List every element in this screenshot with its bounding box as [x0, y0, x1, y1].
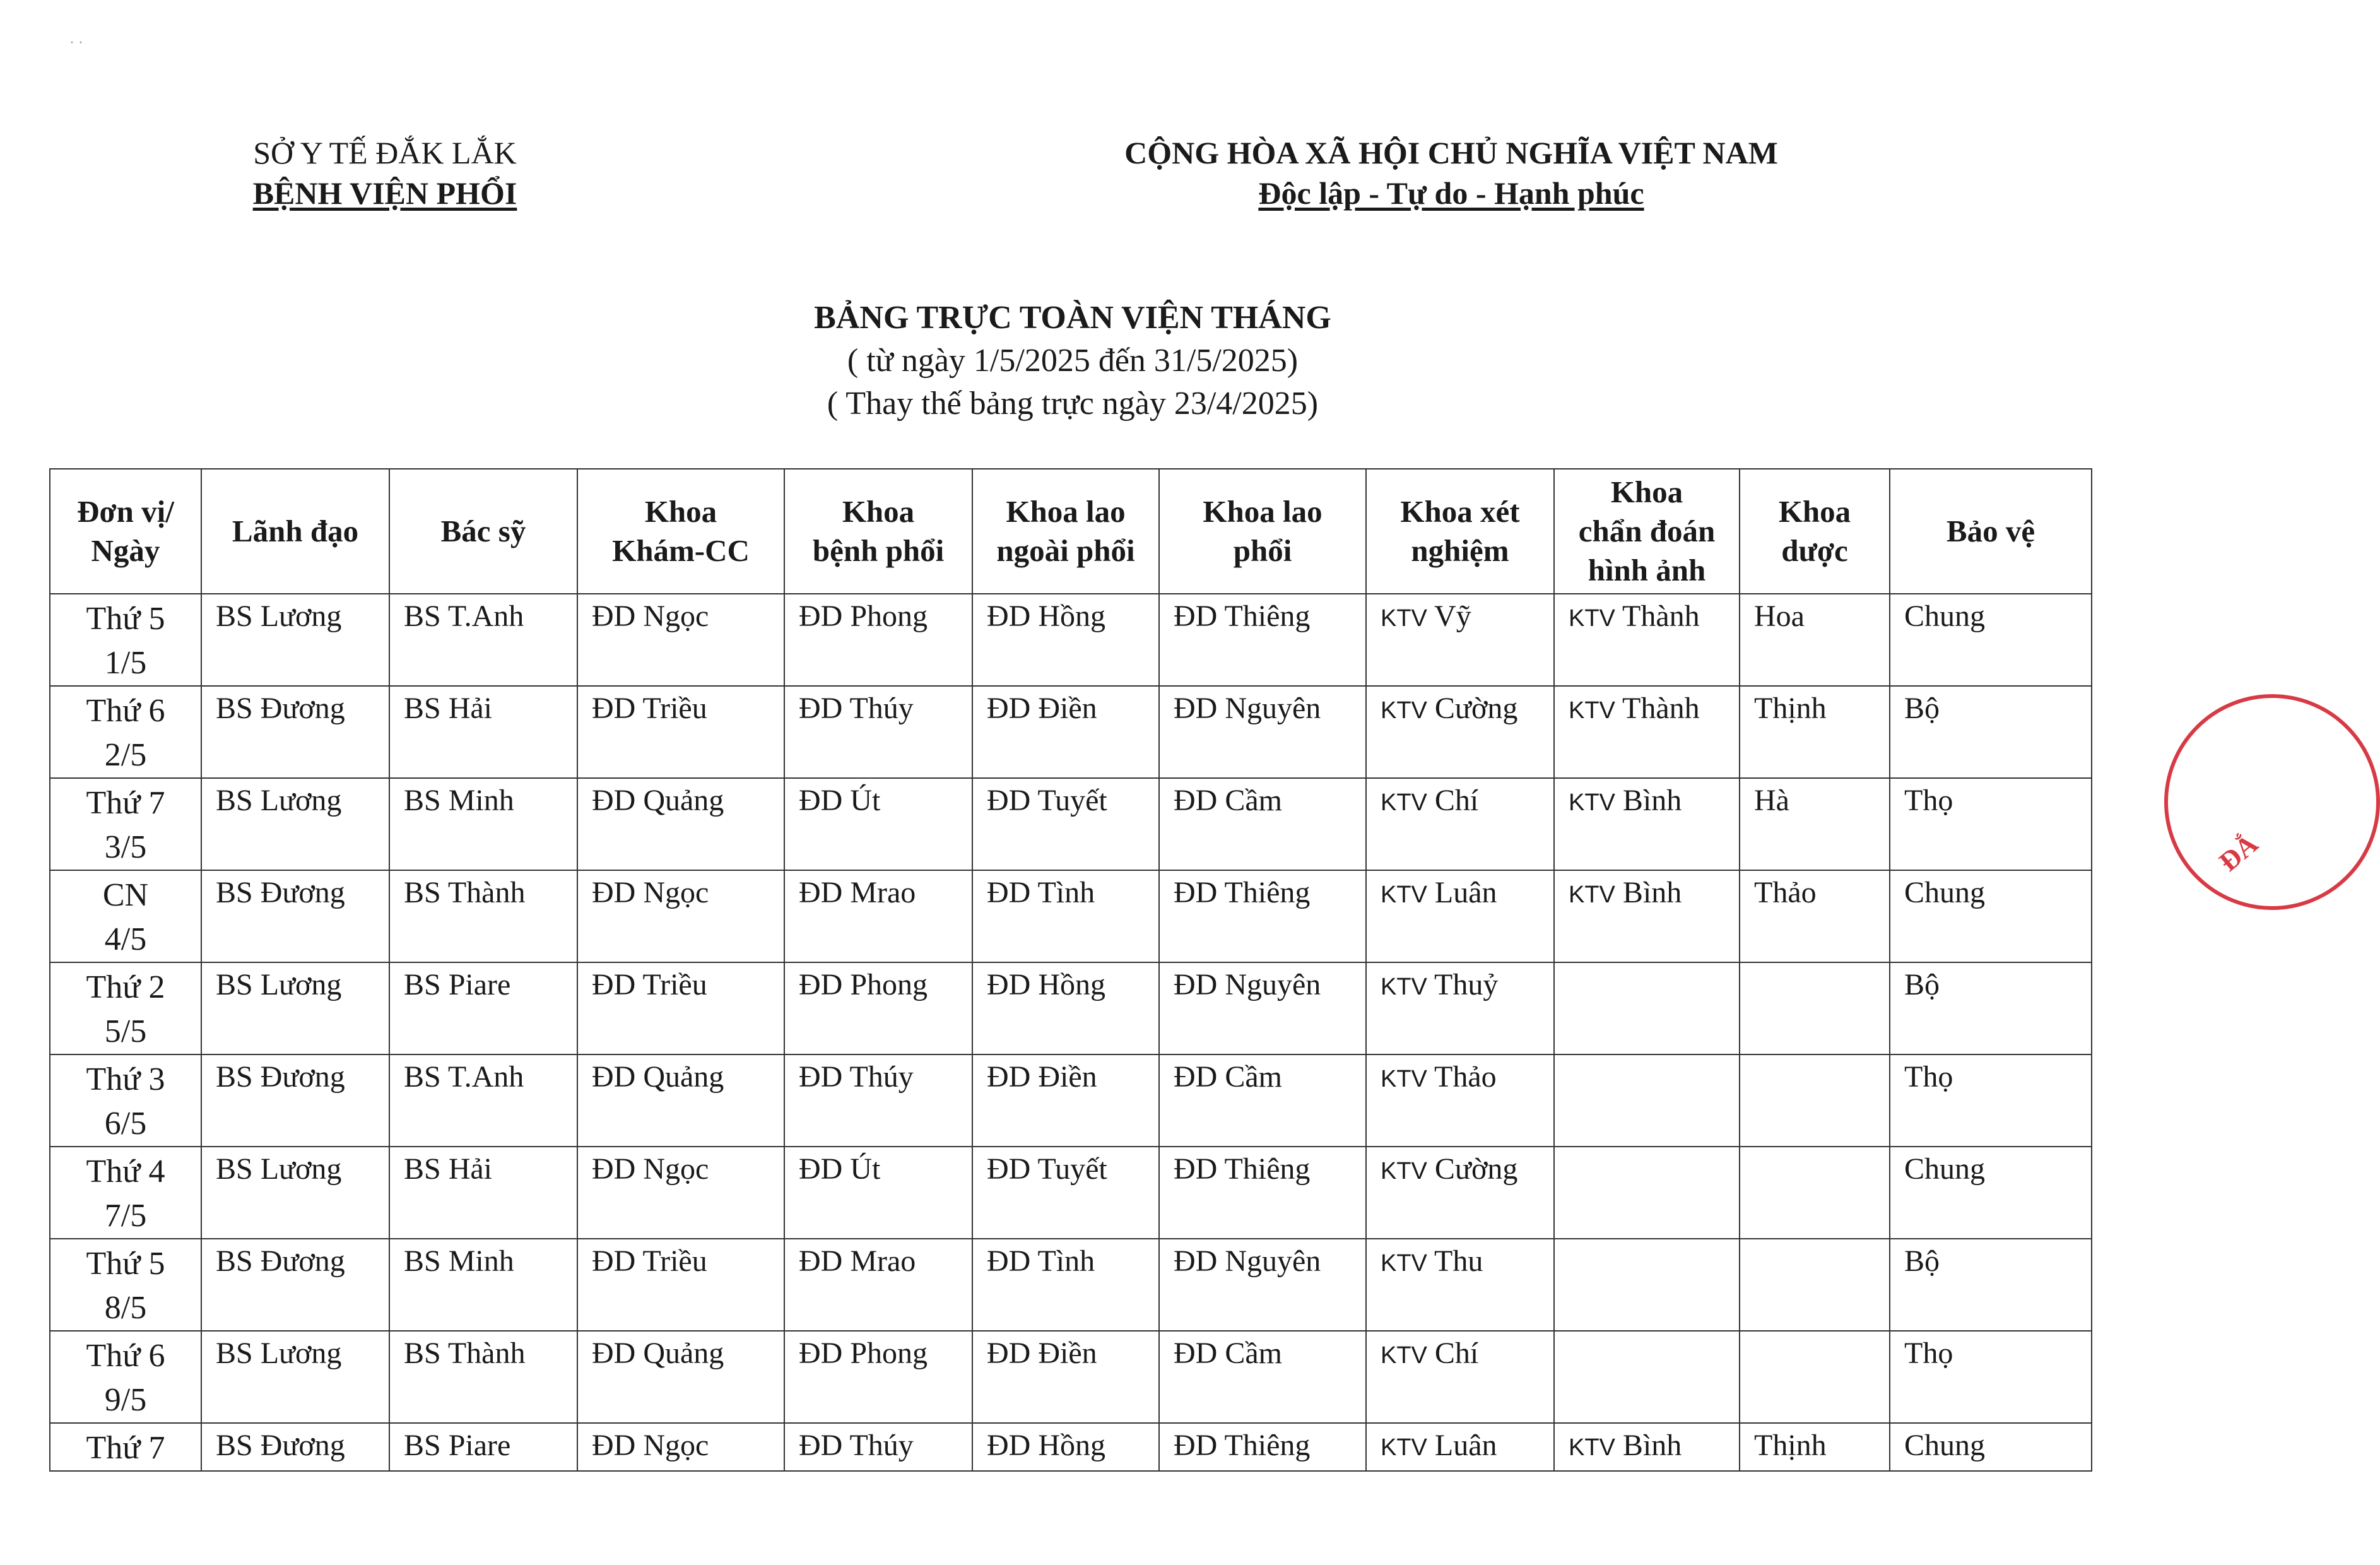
date-range: ( từ ngày 1/5/2025 đến 31/5/2025) [847, 343, 1299, 379]
duty-roster-table [49, 468, 2092, 1472]
table-cell: ĐD Triều [577, 686, 784, 778]
table-cell: Thọ [1890, 778, 2092, 870]
table-cell: ĐD Nguyên [1159, 686, 1366, 778]
header-doctor: Bác sỹ [389, 469, 577, 594]
table-cell: ĐD Thúy [784, 1054, 972, 1147]
table-cell: BS Lương [201, 778, 389, 870]
department-name: SỞ Y TẾ ĐẮK LẮK [253, 135, 517, 170]
table-cell [1554, 1054, 1740, 1147]
table-row [50, 870, 2092, 962]
table-cell: ĐD Tình [972, 870, 1159, 962]
document-title: BẢNG TRỰC TOÀN VIỆN THÁNG [814, 300, 1331, 336]
day-cell: Thứ 2 5/5 [50, 962, 201, 1054]
header-imaging: Khoa chẩn đoán hình ảnh [1554, 469, 1740, 594]
header-pharmacy: Khoa dược [1740, 469, 1890, 594]
table-cell: ĐD Điền [972, 1054, 1159, 1147]
header-pulmonary-tb: Khoa lao phổi [1159, 469, 1366, 594]
table-row [50, 1239, 2092, 1331]
table-cell: ĐD Cầm [1159, 1054, 1366, 1147]
table-cell: KTV Thành [1554, 594, 1740, 686]
table-cell [1554, 1239, 1740, 1331]
table-cell: Chung [1890, 594, 2092, 686]
table-cell: ĐD Út [784, 1147, 972, 1239]
table-cell: BS Lương [201, 1147, 389, 1239]
table-cell: KTV Thành [1554, 686, 1740, 778]
table-row [50, 686, 2092, 778]
table-cell: ĐD Phong [784, 1331, 972, 1423]
table-cell: ĐD Mrao [784, 870, 972, 962]
table-cell: ĐD Hồng [972, 1423, 1159, 1471]
table-cell: ĐD Phong [784, 594, 972, 686]
day-cell: Thứ 4 7/5 [50, 1147, 201, 1239]
table-cell: KTV Bình [1554, 870, 1740, 962]
day-cell: Thứ 7 3/5 [50, 778, 201, 870]
table-cell: Bộ [1890, 686, 2092, 778]
table-cell: Thịnh [1740, 1423, 1890, 1471]
table-row [50, 1147, 2092, 1239]
table-cell: ĐD Mrao [784, 1239, 972, 1331]
header-unit-day: Đơn vị/ Ngày [50, 469, 201, 594]
national-header [1085, 133, 1817, 213]
table-cell: KTV Luân [1366, 1423, 1554, 1471]
table-cell: KTV Bình [1554, 1423, 1740, 1471]
table-cell: KTV Thảo [1366, 1054, 1554, 1147]
table-cell: Chung [1890, 870, 2092, 962]
table-cell: ĐD Thiêng [1159, 1423, 1366, 1471]
table-cell: BS Thành [389, 1331, 577, 1423]
table-cell: Thảo [1740, 870, 1890, 962]
table-body [50, 594, 2092, 1471]
table-cell: ĐD Tuyết [972, 1147, 1159, 1239]
table-cell: Thọ [1890, 1331, 2092, 1423]
day-cell: Thứ 6 2/5 [50, 686, 201, 778]
day-cell: Thứ 5 8/5 [50, 1239, 201, 1331]
header-laboratory: Khoa xét nghiệm [1366, 469, 1554, 594]
table-cell: BS Lương [201, 1331, 389, 1423]
table-cell: BS Piare [389, 962, 577, 1054]
table-cell: BS Đương [201, 870, 389, 962]
table-cell: ĐD Điền [972, 1331, 1159, 1423]
replacement-note: ( Thay thế bảng trực ngày 23/4/2025) [827, 386, 1319, 422]
table-cell: BS Hải [389, 686, 577, 778]
table-cell: KTV Chí [1366, 778, 1554, 870]
table-cell: ĐD Quảng [577, 1054, 784, 1147]
table-cell: ĐD Quảng [577, 778, 784, 870]
table-cell: ĐD Điền [972, 686, 1159, 778]
table-cell: KTV Thu [1366, 1239, 1554, 1331]
country-name: CỘNG HÒA XÃ HỘI CHỦ NGHĨA VIỆT NAM [1124, 135, 1778, 170]
table-cell: BS Piare [389, 1423, 577, 1471]
table-cell: ĐD Hồng [972, 962, 1159, 1054]
table-cell [1740, 1239, 1890, 1331]
table-cell: ĐD Tuyết [972, 778, 1159, 870]
table-cell [1740, 962, 1890, 1054]
table-cell: Chung [1890, 1423, 2092, 1471]
day-cell: Thứ 5 1/5 [50, 594, 201, 686]
table-row [50, 594, 2092, 686]
table-cell: KTV Cường [1366, 686, 1554, 778]
table-cell: BS Lương [201, 594, 389, 686]
table-row [50, 1331, 2092, 1423]
table-cell [1554, 962, 1740, 1054]
header-leadership: Lãnh đạo [201, 469, 389, 594]
table-cell: ĐD Ngọc [577, 1147, 784, 1239]
header-lung-disease: Khoa bệnh phổi [784, 469, 972, 594]
table-cell: ĐD Quảng [577, 1331, 784, 1423]
official-seal [2164, 694, 2380, 910]
table-cell [1554, 1147, 1740, 1239]
table-cell: BS Thành [389, 870, 577, 962]
issuer-block [208, 133, 562, 213]
table-cell: ĐD Cầm [1159, 1331, 1366, 1423]
table-cell: ĐD Ngọc [577, 594, 784, 686]
table-cell: ĐD Ngọc [577, 1423, 784, 1471]
motto: Độc lập - Tự do - Hạnh phúc [1258, 175, 1644, 211]
table-cell: Bộ [1890, 962, 2092, 1054]
table-header-row [50, 469, 2092, 594]
table-cell: ĐD Tình [972, 1239, 1159, 1331]
table-cell: Hoa [1740, 594, 1890, 686]
table-cell [1554, 1331, 1740, 1423]
table-row [50, 1423, 2092, 1471]
table-cell: ĐD Cầm [1159, 778, 1366, 870]
table-cell: Thọ [1890, 1054, 2092, 1147]
table-cell: Thịnh [1740, 686, 1890, 778]
header-extrapulmonary-tb: Khoa lao ngoài phổi [972, 469, 1159, 594]
table-row [50, 962, 2092, 1054]
table-cell: ĐD Thiêng [1159, 870, 1366, 962]
table-cell: Chung [1890, 1147, 2092, 1239]
table-cell: BS Minh [389, 1239, 577, 1331]
header-emergency: Khoa Khám-CC [577, 469, 784, 594]
table-row [50, 778, 2092, 870]
table-cell: KTV Bình [1554, 778, 1740, 870]
table-cell: ĐD Nguyên [1159, 962, 1366, 1054]
table-cell: ĐD Hồng [972, 594, 1159, 686]
table-cell: BS Lương [201, 962, 389, 1054]
table-cell: ĐD Nguyên [1159, 1239, 1366, 1331]
table-cell [1740, 1054, 1890, 1147]
hospital-name: BỆNH VIỆN PHỔI [252, 175, 517, 211]
table-cell: KTV Cường [1366, 1147, 1554, 1239]
table-cell: BS T.Anh [389, 1054, 577, 1147]
table-cell [1740, 1147, 1890, 1239]
table-cell: ĐD Triều [577, 1239, 784, 1331]
table-cell [1740, 1331, 1890, 1423]
table-cell: ĐD Ngọc [577, 870, 784, 962]
table-cell: ĐD Thúy [784, 686, 972, 778]
day-cell: CN 4/5 [50, 870, 201, 962]
table-cell: ĐD Thiêng [1159, 594, 1366, 686]
table-row [50, 1054, 2092, 1147]
table-cell: KTV Thuỷ [1366, 962, 1554, 1054]
table-cell: BS Đương [201, 686, 389, 778]
table-cell: BS Đương [201, 1423, 389, 1471]
table-cell: BS Hải [389, 1147, 577, 1239]
table-cell: KTV Chí [1366, 1331, 1554, 1423]
table-cell: ĐD Thiêng [1159, 1147, 1366, 1239]
table-cell: BS Minh [389, 778, 577, 870]
seal-text: ĐẮ [2213, 828, 2264, 878]
day-cell: Thứ 6 9/5 [50, 1331, 201, 1423]
table-cell: BS Đương [201, 1239, 389, 1331]
table-cell: ĐD Út [784, 778, 972, 870]
table-cell: BS Đương [201, 1054, 389, 1147]
scan-marks: · · [69, 35, 83, 51]
table-cell: Bộ [1890, 1239, 2092, 1331]
table-cell: ĐD Thúy [784, 1423, 972, 1471]
table-cell: KTV Luân [1366, 870, 1554, 962]
header-security: Bảo vệ [1890, 469, 2092, 594]
document-title-block [568, 297, 1577, 425]
table-cell: BS T.Anh [389, 594, 577, 686]
table-cell: Hà [1740, 778, 1890, 870]
table-cell: ĐD Phong [784, 962, 972, 1054]
day-cell: Thứ 3 6/5 [50, 1054, 201, 1147]
table-cell: ĐD Triều [577, 962, 784, 1054]
day-cell: Thứ 7 [50, 1423, 201, 1471]
table-cell: KTV Vỹ [1366, 594, 1554, 686]
